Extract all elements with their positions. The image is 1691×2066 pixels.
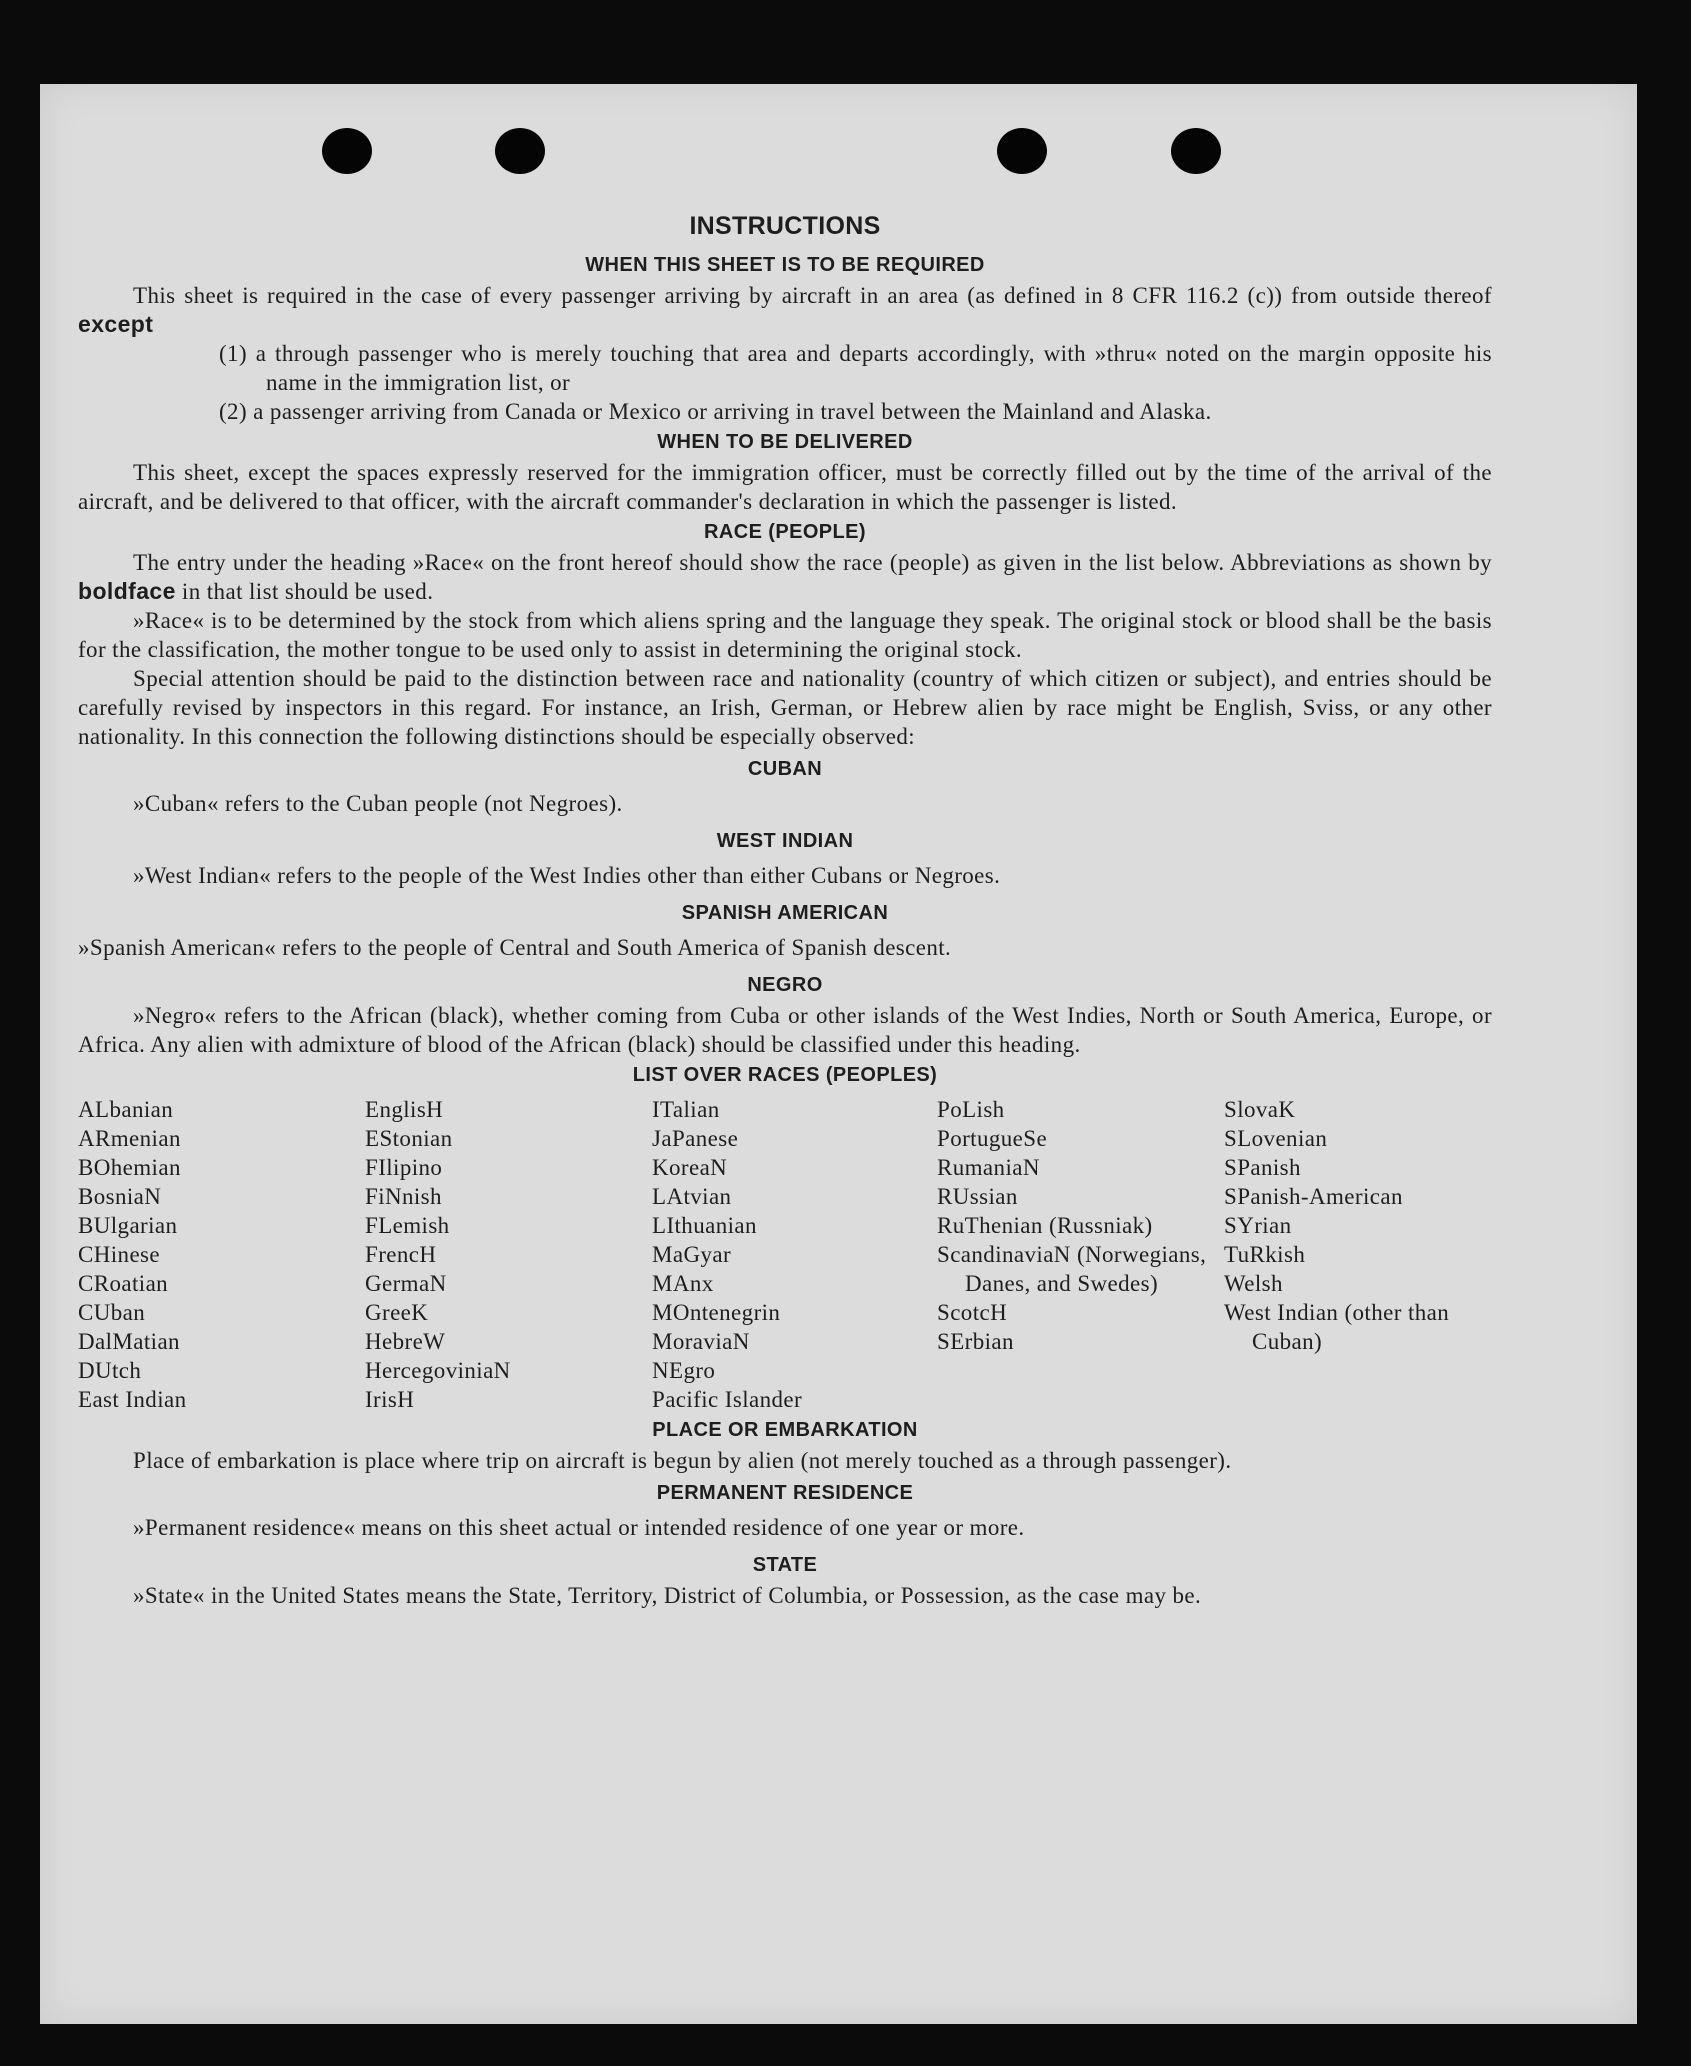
race-item: MOntenegrin (652, 1300, 781, 1325)
race-item: MoraviaN (652, 1329, 750, 1354)
race-list (78, 1095, 1492, 1414)
heading-state: STATE (752, 1554, 818, 1576)
exception-item-2: (2) a passenger arriving from Canada or Mexico or arriving in travel between the Mainland and Alaska. (219, 399, 1212, 424)
punch-hole (1171, 128, 1221, 174)
race-item: BOhemian (78, 1155, 181, 1180)
race-item: ScandinaviaN (Norwegians, Danes, and Swedes) (937, 1242, 1207, 1296)
race-item: SPanish (1224, 1155, 1301, 1180)
heading-negro: NEGRO (747, 974, 823, 996)
race-column (937, 1095, 1224, 1414)
race-item: HercegoviniaN (365, 1358, 511, 1383)
when-delivered-text: This sheet, except the spaces expressly reserved for the immigration officer, must be correctly filled out by the time of the arrival of the aircraft, and be delivered to that officer, with the aircraft commander's declaration in which the passenger is listed. (78, 460, 1492, 514)
race-item: ALbanian (78, 1097, 174, 1122)
race-item: PoLish (937, 1097, 1005, 1122)
race-item: RumaniaN (937, 1155, 1040, 1180)
race-item: SYrian (1224, 1213, 1292, 1238)
race-column (652, 1095, 937, 1414)
heading-embarkation: PLACE OR EMBARKATION (652, 1419, 918, 1441)
race-item: FiNnish (365, 1184, 442, 1209)
cuban-text: »Cuban« refers to the Cuban people (not Negroes). (133, 791, 623, 816)
race-item: MaGyar (652, 1242, 732, 1267)
race-item: RUssian (937, 1184, 1018, 1209)
race-item: BUlgarian (78, 1213, 178, 1238)
page-title: INSTRUCTIONS (689, 212, 881, 240)
race-item: CHinese (78, 1242, 161, 1267)
race-column (365, 1095, 652, 1414)
heading-when-delivered: WHEN TO BE DELIVERED (657, 431, 913, 453)
race-item: CRoatian (78, 1271, 169, 1296)
race-item: BosniaN (78, 1184, 162, 1209)
race-item: ScotcH (937, 1300, 1008, 1325)
race-item: East Indian (78, 1387, 187, 1412)
exception-item-1: (1) a through passenger who is merely touching that area and departs accordingly, with »thru« noted on the margin opposite his name in the immigration list, or (219, 341, 1492, 395)
race-item: MAnx (652, 1271, 714, 1296)
race-item: JaPanese (652, 1126, 739, 1151)
race-item: IrisH (365, 1387, 415, 1412)
race-item: GreeK (365, 1300, 429, 1325)
race-item: KoreaN (652, 1155, 728, 1180)
race-item: HebreW (365, 1329, 446, 1354)
race-item: SErbian (937, 1329, 1014, 1354)
negro-text: »Negro« refers to the African (black), whether coming from Cuba or other islands of the West Indies, North or South America, Europe, or Africa. Any alien with admixture of blood of the African (black) should be classified under this heading. (78, 1003, 1492, 1057)
race-paragraph-3: Special attention should be paid to the distinction between race and nationality (country of which citizen or subject), and entries should be carefully revised by inspectors in this regard. For instance, an Irish, German, or Hebrew alien by race might be English, Sviss, or any other nationality. In this connection the following distinctions should be especially observed: (78, 666, 1492, 749)
race-paragraph-2: »Race« is to be determined by the stock from which aliens spring and the language they speak. The original stock or blood shall be the basis for the classification, the mother tongue to be used only to assist in determining the original stock. (78, 608, 1492, 662)
heading-permanent-residence: PERMANENT RESIDENCE (656, 1482, 914, 1504)
state-text: »State« in the United States means the State, Territory, District of Columbia, or Possession, as the case may be. (133, 1583, 1202, 1608)
when-required-intro: This sheet is required in the case of every passenger arriving by aircraft in an area (as defined in 8 CFR 116.2 (c)) from outside thereof except (78, 283, 1492, 337)
heading-race: RACE (PEOPLE) (704, 521, 866, 543)
race-item: ITalian (652, 1097, 720, 1122)
embarkation-text: Place of embarkation is place where trip on aircraft is begun by alien (not merely touched as a through passenger). (133, 1448, 1232, 1473)
spanish-american-text: »Spanish American« refers to the people of Central and South America of Spanish descent. (78, 935, 952, 960)
document-page (40, 84, 1637, 2024)
heading-list-races: LIST OVER RACES (PEOPLES) (632, 1064, 938, 1086)
punch-hole (997, 128, 1047, 174)
instructions-content (78, 212, 1492, 1610)
race-item: DalMatian (78, 1329, 180, 1354)
race-item: EStonian (365, 1126, 453, 1151)
race-item: Welsh (1224, 1271, 1283, 1296)
heading-cuban: CUBAN (747, 758, 823, 780)
race-item: PortugueSe (937, 1126, 1048, 1151)
race-item: EnglisH (365, 1097, 444, 1122)
race-paragraph-1: The entry under the heading »Race« on the front hereof should show the race (people) as given in the list below. Abbreviations as shown by boldface in that list should be used. (78, 550, 1492, 604)
heading-west-indian: WEST INDIAN (716, 830, 854, 852)
race-item: GermaN (365, 1271, 447, 1296)
race-item: West Indian (other than Cuban) (1224, 1300, 1450, 1354)
race-item: DUtch (78, 1358, 142, 1383)
punch-hole (322, 128, 372, 174)
race-item: FIlipino (365, 1155, 443, 1180)
race-item: LIthuanian (652, 1213, 757, 1238)
heading-when-required: WHEN THIS SHEET IS TO BE REQUIRED (585, 254, 985, 276)
race-item: Pacific Islander (652, 1387, 803, 1412)
race-item: SLovenian (1224, 1126, 1328, 1151)
permanent-residence-text: »Permanent residence« means on this sheet actual or intended residence of one year or more. (133, 1515, 1025, 1540)
race-item: LAtvian (652, 1184, 732, 1209)
race-item: FrencH (365, 1242, 437, 1267)
race-item: ARmenian (78, 1126, 181, 1151)
heading-spanish-american: SPANISH AMERICAN (681, 902, 889, 924)
race-item: NEgro (652, 1358, 716, 1383)
punch-hole (495, 128, 545, 174)
race-item: TuRkish (1224, 1242, 1306, 1267)
race-column (78, 1095, 365, 1414)
race-column (1224, 1095, 1492, 1414)
west-indian-text: »West Indian« refers to the people of the West Indies other than either Cubans or Negroes. (133, 863, 1001, 888)
race-item: SlovaK (1224, 1097, 1296, 1122)
race-item: FLemish (365, 1213, 450, 1238)
race-item: SPanish-American (1224, 1184, 1403, 1209)
race-item: RuThenian (Russniak) (937, 1213, 1153, 1238)
race-item: CUban (78, 1300, 146, 1325)
